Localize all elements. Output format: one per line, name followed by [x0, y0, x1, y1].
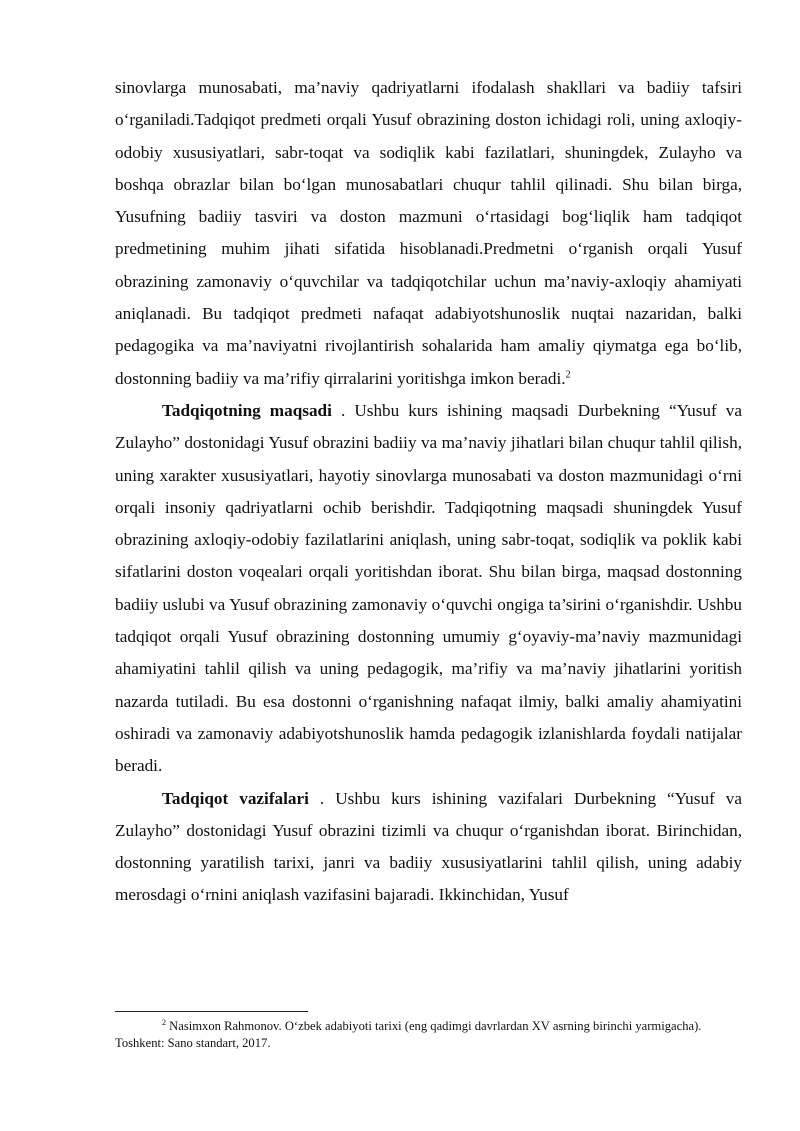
footnote-line: [115, 1018, 742, 1035]
footnote-line: Toshkent: Sano standart, 2017.: [115, 1036, 271, 1050]
footnote-marker: 2: [162, 1017, 166, 1027]
footnote-citation: Nasimxon Rahmonov. O‘zbek adabiyoti tarixi (eng qadimgi davrlardan XV asrning birinchi yarmigacha).: [166, 1019, 702, 1033]
body-text: [115, 72, 742, 912]
section-heading-goal: Tadqiqotning maqsadi: [162, 400, 332, 420]
paragraph-research-tasks: [115, 783, 742, 912]
section-heading-tasks: Tadqiqot vazifalari: [162, 788, 309, 808]
paragraph-text: . Ushbu kurs ishining vazifalari Durbekning “Yusuf va Zulayho” dostonidagi Yusuf obrazini tizimli va chuqur o‘rganishdan iborat. Birinchidan, dostonning yaratilish tarixi, janri va badiiy xususiyatlarini tahlil qilish, uning adabiy merosdagi o‘rnini aniqlash vazifasini bajaradi. Ikkinchidan, Yusuf: [115, 788, 743, 905]
paragraph-research-goal: [115, 395, 742, 783]
footnote-reference[interactable]: 2: [565, 368, 571, 380]
paragraph-research-subject: [115, 72, 742, 395]
footnote-separator: [115, 1011, 308, 1012]
footnote: [115, 1018, 742, 1052]
paragraph-text: sinovlarga munosabati, ma’naviy qadriyatlarni ifodalash shakllari va badiiy tafsiri o‘rganiladi.Tadqiqot predmeti orqali Yusuf obrazining doston ichidagi roli, uning axloqiy-odobiy xususiyatlari, sabr-toqat va sodiqlik kabi fazilatlari, shuningdek, Zulayho va boshqa obrazlar bilan bo‘lgan munosabatlari chuqur tahlil qilinadi. Shu bilan birga, Yusufning badiiy tasviri va doston mazmuni o‘rtasidagi bog‘liqlik ham tadqiqot predmetining muhim jihati sifatida hisoblanadi.Predmetni o‘rganish orqali Yusuf obrazining zamonaviy o‘quvchilar va tadqiqotchilar uchun ma’naviy-axloqiy ahamiyati aniqlanadi. Bu tadqiqot predmeti nafaqat adabiyotshunoslik nuqtai nazaridan, balki pedagogika va ma’naviyatni rivojlantirish sohalarida ham amaliy qiymatga ega bo‘lib, dostonning badiiy va ma’rifiy qirralarini yoritishga imkon beradi.: [115, 78, 742, 388]
paragraph-text: . Ushbu kurs ishining maqsadi Durbekning “Yusuf va Zulayho” dostonidagi Yusuf obrazini badiiy va ma’naviy jihatlari bilan chuqur tahlil qilish, uning xarakter xususiyatlari, hayotiy sinovlarga munosabati va doston mazmunidagi o‘rni orqali insoniy qadriyatlarni ochib berishdir. Tadqiqotning maqsadi shuningdek Yusuf obrazining axloqiy-odobiy fazilatlarini aniqlash, uning sabr-toqat, sodiqlik va poklik kabi sifatlarini doston voqealari orqali yoritishdan iborat. Shu bilan birga, maqsad dostonning badiiy uslubi va Yusuf obrazining zamonaviy o‘quvchi ongiga ta’sirini o‘rganishdir. Ushbu tadqiqot orqali Yusuf obrazining dostonning umumiy g‘oyaviy-ma’naviy mazmunidagi ahamiyatini tahlil qilish va uning pedagogik, ma’rifiy va ma’naviy jihatlarini yoritish nazarda tutiladi. Bu esa dostonni o‘rganishning nafaqat ilmiy, balki amaliy ahamiyatini oshiradi va zamonaviy adabiyotshunoslik hamda pedagogik izlanishlarda foydali natijalar beradi.: [115, 400, 742, 776]
